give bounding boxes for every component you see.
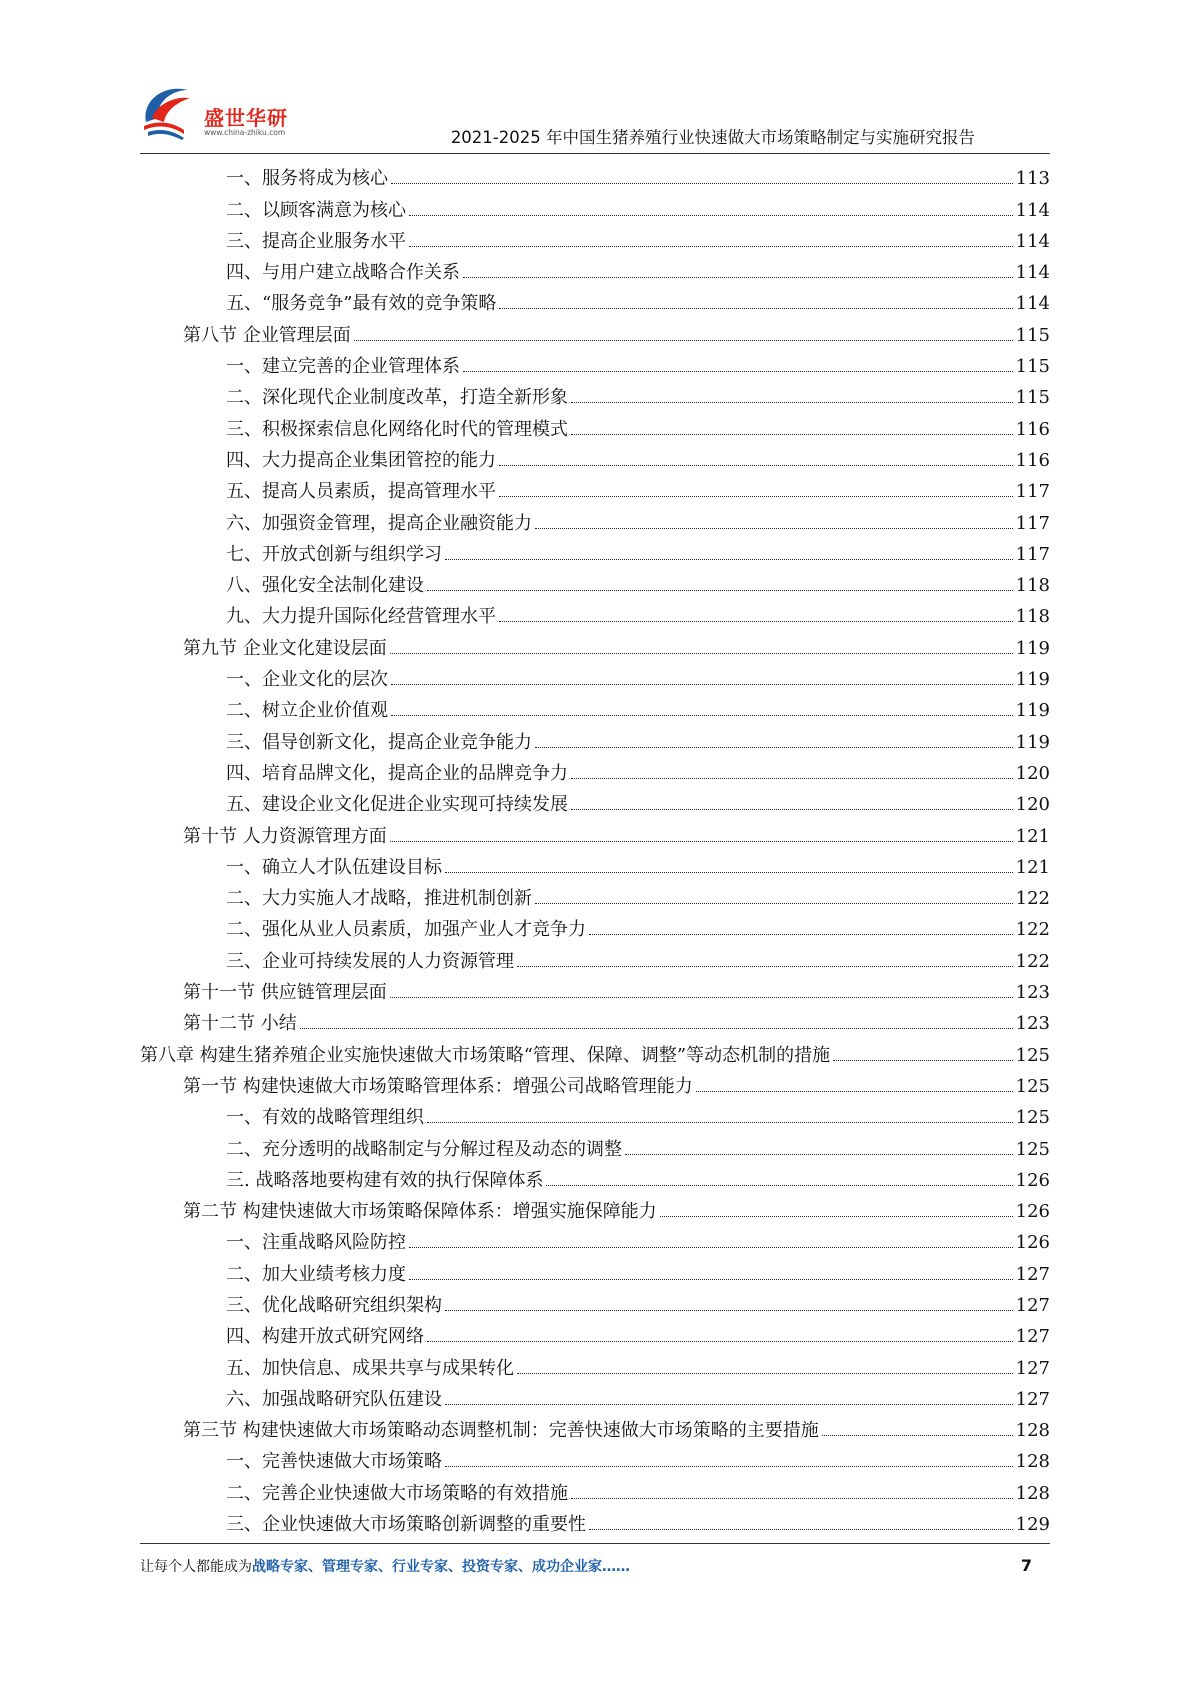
toc-dot-leader [535, 527, 1013, 529]
toc-entry-page: 127 [1015, 1294, 1050, 1316]
toc-dot-leader [390, 652, 1013, 654]
toc-entry-title: 四、培育品牌文化，提高企业的品牌竞争力 [226, 762, 568, 784]
toc-entry[interactable] [140, 1474, 1050, 1505]
toc-dot-leader [571, 777, 1013, 779]
toc-entry-page: 121 [1015, 856, 1050, 878]
toc-entry-title: 五、加快信息、成果共享与成果转化 [226, 1357, 514, 1379]
toc-entry-title: 第八章 构建生猪养殖企业实施快速做大市场策略“管理、保障、调整”等动态机制的措施 [140, 1044, 831, 1066]
toc-dot-leader [546, 1184, 1012, 1186]
toc-entry[interactable] [140, 1162, 1050, 1193]
toc-dot-leader [499, 620, 1013, 622]
page-header [0, 0, 1191, 160]
toc-entry-page: 125 [1015, 1075, 1050, 1097]
toc-entry-page: 125 [1015, 1044, 1050, 1066]
toc-dot-leader [409, 245, 1013, 247]
toc-entry-title: 四、大力提高企业集团管控的能力 [226, 449, 496, 471]
toc-entry-page: 115 [1015, 387, 1050, 409]
toc-dot-leader [833, 1059, 1013, 1061]
toc-entry[interactable] [140, 223, 1050, 254]
toc-entry[interactable] [140, 849, 1050, 880]
toc-dot-leader [463, 276, 1013, 278]
toc-entry-page: 123 [1015, 982, 1050, 1004]
toc-entry-title: 二、完善企业快速做大市场策略的有效措施 [226, 1482, 568, 1504]
toc-entry[interactable] [140, 661, 1050, 692]
toc-entry[interactable] [140, 536, 1050, 567]
toc-entry[interactable] [140, 410, 1050, 441]
toc-entry-page: 117 [1015, 512, 1050, 534]
toc-entry[interactable] [140, 1224, 1050, 1255]
toc-entry-page: 118 [1015, 606, 1050, 628]
toc-dot-leader [300, 1027, 1013, 1029]
toc-dot-leader [625, 1153, 1013, 1155]
toc-entry-page: 115 [1015, 324, 1050, 346]
toc-entry[interactable] [140, 1099, 1050, 1130]
toc-dot-leader [391, 182, 1013, 184]
toc-entry-page: 114 [1015, 293, 1050, 315]
toc-entry-title: 三、企业快速做大市场策略创新调整的重要性 [226, 1514, 586, 1536]
toc-dot-leader [571, 1497, 1013, 1499]
toc-entry-page: 127 [1015, 1326, 1050, 1348]
toc-dot-leader [409, 214, 1013, 216]
toc-entry[interactable] [140, 880, 1050, 911]
toc-entry-page: 123 [1015, 1013, 1050, 1035]
toc-entry[interactable] [140, 1443, 1050, 1474]
toc-entry-title: 一、有效的战略管理组织 [226, 1107, 424, 1129]
toc-entry-title: 五、提高人员素质，提高管理水平 [226, 481, 496, 503]
logo-text: 盛世华研 [204, 106, 288, 130]
toc-entry-title: 二、树立企业价值观 [226, 700, 388, 722]
toc-entry-title: 五、“服务竞争”最有效的竞争策略 [226, 293, 497, 315]
toc-dot-leader [427, 589, 1013, 591]
toc-entry-title: 第九节 企业文化建设层面 [183, 637, 387, 659]
toc-entry[interactable] [140, 316, 1050, 347]
toc-entry[interactable] [140, 254, 1050, 285]
page-number: 7 [1020, 1556, 1032, 1575]
toc-entry-title: 第三节 构建快速做大市场策略动态调整机制：完善快速做大市场策略的主要措施 [183, 1420, 819, 1442]
toc-dot-leader [589, 1528, 1013, 1530]
toc-entry[interactable] [140, 755, 1050, 786]
toc-entry-page: 126 [1015, 1169, 1050, 1191]
toc-entry-page: 117 [1015, 543, 1050, 565]
toc-entry-page: 118 [1015, 575, 1050, 597]
toc-entry-title: 九、大力提升国际化经营管理水平 [226, 606, 496, 628]
toc-entry[interactable] [140, 1318, 1050, 1349]
toc-dot-leader [391, 714, 1013, 716]
toc-entry[interactable] [140, 285, 1050, 316]
toc-entry-title: 一、服务将成为核心 [226, 168, 388, 190]
logo-url: www.china-zhiku.com [204, 128, 286, 137]
toc-entry-title: 三、积极探索信息化网络化时代的管理模式 [226, 418, 568, 440]
toc-dot-leader [571, 401, 1013, 403]
toc-dot-leader [427, 1121, 1013, 1123]
toc-dot-leader [499, 307, 1012, 309]
toc-dot-leader [589, 933, 1013, 935]
toc-entry-title: 一、建立完善的企业管理体系 [226, 356, 460, 378]
toc-entry[interactable] [140, 942, 1050, 973]
toc-entry-title: 二、强化从业人员素质，加强产业人才竞争力 [226, 919, 586, 941]
toc-entry-page: 126 [1015, 1201, 1050, 1223]
footer-slogan-prefix: 让每个人都能成为 [140, 1559, 252, 1575]
toc-dot-leader [445, 558, 1013, 560]
toc-entry-title: 一、确立人才队伍建设目标 [226, 856, 442, 878]
toc-entry[interactable] [140, 598, 1050, 629]
toc-entry[interactable] [140, 567, 1050, 598]
footer-slogan-roles: 战略专家、管理专家、行业专家、投资专家、成功企业家…… [252, 1559, 630, 1575]
toc-dot-leader [445, 1465, 1013, 1467]
toc-entry-title: 三. 战略落地要构建有效的执行保障体系 [226, 1169, 544, 1191]
toc-entry[interactable] [140, 723, 1050, 754]
toc-entry-page: 129 [1015, 1514, 1050, 1536]
toc-entry-title: 三、倡导创新文化，提高企业竞争能力 [226, 731, 532, 753]
toc-entry-title: 二、大力实施人才战略，推进机制创新 [226, 888, 532, 910]
toc-entry-page: 122 [1015, 950, 1050, 972]
toc-entry-page: 122 [1015, 919, 1050, 941]
toc-entry-page: 114 [1015, 262, 1050, 284]
toc-entry[interactable] [140, 1255, 1050, 1286]
toc-entry-page: 116 [1015, 418, 1050, 440]
toc-dot-leader [427, 1340, 1013, 1342]
toc-entry[interactable] [140, 1506, 1050, 1537]
toc-entry-title: 二、深化现代企业制度改革，打造全新形象 [226, 387, 568, 409]
toc-dot-leader [409, 1246, 1013, 1248]
toc-entry-title: 六、加强战略研究队伍建设 [226, 1388, 442, 1410]
toc-dot-leader [390, 996, 1013, 998]
toc-entry[interactable] [140, 1193, 1050, 1224]
toc-dot-leader [390, 840, 1013, 842]
toc-entry-page: 119 [1015, 731, 1050, 753]
toc-entry[interactable] [140, 191, 1050, 222]
toc-entry[interactable] [140, 692, 1050, 723]
company-logo [138, 82, 318, 144]
toc-dot-leader [535, 746, 1013, 748]
toc-dot-leader [822, 1434, 1013, 1436]
toc-dot-leader [354, 339, 1013, 341]
toc-entry-page: 125 [1015, 1138, 1050, 1160]
table-of-contents [140, 160, 1050, 1537]
toc-entry[interactable] [140, 974, 1050, 1005]
toc-entry[interactable] [140, 629, 1050, 660]
toc-entry-title: 二、充分透明的战略制定与分解过程及动态的调整 [226, 1138, 622, 1160]
toc-entry-page: 113 [1015, 168, 1050, 190]
toc-entry-page: 126 [1015, 1232, 1050, 1254]
toc-dot-leader [517, 965, 1013, 967]
toc-dot-leader [499, 495, 1013, 497]
toc-entry[interactable] [140, 1412, 1050, 1443]
toc-entry[interactable] [140, 817, 1050, 848]
header-divider [140, 153, 1050, 154]
toc-entry[interactable] [140, 160, 1050, 191]
toc-entry-title: 五、建设企业文化促进企业实现可持续发展 [226, 794, 568, 816]
toc-entry-title: 二、以顾客满意为核心 [226, 199, 406, 221]
toc-entry[interactable] [140, 1381, 1050, 1412]
toc-entry-page: 114 [1015, 230, 1050, 252]
toc-entry[interactable] [140, 1287, 1050, 1318]
page-footer [140, 1556, 1050, 1580]
toc-entry-page: 117 [1015, 481, 1050, 503]
toc-entry-title: 六、加强资金管理，提高企业融资能力 [226, 512, 532, 534]
toc-entry-page: 127 [1015, 1388, 1050, 1410]
toc-entry-page: 114 [1015, 199, 1050, 221]
toc-entry-page: 122 [1015, 888, 1050, 910]
toc-dot-leader [445, 1309, 1013, 1311]
toc-entry[interactable] [140, 442, 1050, 473]
toc-entry[interactable] [140, 473, 1050, 504]
toc-entry-page: 116 [1015, 449, 1050, 471]
toc-entry-title: 四、构建开放式研究网络 [226, 1326, 424, 1348]
toc-entry-title: 四、与用户建立战略合作关系 [226, 262, 460, 284]
toc-entry[interactable] [140, 1068, 1050, 1099]
toc-entry[interactable] [140, 1130, 1050, 1161]
toc-entry-title: 七、开放式创新与组织学习 [226, 543, 442, 565]
toc-entry-title: 一、企业文化的层次 [226, 669, 388, 691]
toc-entry-page: 128 [1015, 1420, 1050, 1442]
toc-entry[interactable] [140, 1036, 1050, 1067]
toc-entry-title: 第十节 人力资源管理方面 [183, 825, 387, 847]
toc-entry-title: 八、强化安全法制化建设 [226, 575, 424, 597]
toc-entry-title: 二、加大业绩考核力度 [226, 1263, 406, 1285]
toc-entry-title: 三、提高企业服务水平 [226, 230, 406, 252]
toc-dot-leader [660, 1215, 1013, 1217]
toc-entry[interactable] [140, 379, 1050, 410]
toc-dot-leader [571, 433, 1013, 435]
toc-dot-leader [445, 871, 1013, 873]
toc-entry-title: 三、优化战略研究组织架构 [226, 1294, 442, 1316]
toc-dot-leader [463, 370, 1013, 372]
toc-entry-title: 一、注重战略风险防控 [226, 1232, 406, 1254]
toc-dot-leader [571, 808, 1013, 810]
footer-divider [140, 1543, 1050, 1544]
toc-entry-title: 第八节 企业管理层面 [183, 324, 351, 346]
toc-entry-page: 128 [1015, 1482, 1050, 1504]
toc-dot-leader [535, 902, 1013, 904]
toc-entry[interactable] [140, 911, 1050, 942]
toc-entry-page: 119 [1015, 637, 1050, 659]
toc-entry-title: 第十二节 小结 [183, 1013, 297, 1035]
toc-entry[interactable] [140, 786, 1050, 817]
toc-entry-title: 第二节 构建快速做大市场策略保障体系：增强实施保障能力 [183, 1201, 657, 1223]
document-title: 2021-2025 年中国生猪养殖行业快速做大市场策略制定与实施研究报告 [450, 128, 975, 147]
toc-entry-page: 119 [1015, 669, 1050, 691]
toc-entry-title: 一、完善快速做大市场策略 [226, 1451, 442, 1473]
toc-entry-page: 120 [1015, 794, 1050, 816]
toc-entry-title: 第一节 构建快速做大市场策略管理体系：增强公司战略管理能力 [183, 1075, 693, 1097]
logo-emblem-icon [138, 82, 202, 144]
toc-entry-page: 121 [1015, 825, 1050, 847]
toc-entry-page: 119 [1015, 700, 1050, 722]
toc-dot-leader [445, 1403, 1013, 1405]
toc-entry[interactable] [140, 1349, 1050, 1380]
toc-entry[interactable] [140, 1005, 1050, 1036]
toc-entry[interactable] [140, 348, 1050, 379]
toc-entry-page: 127 [1015, 1357, 1050, 1379]
toc-entry-page: 127 [1015, 1263, 1050, 1285]
toc-entry-page: 120 [1015, 762, 1050, 784]
toc-entry[interactable] [140, 504, 1050, 535]
toc-dot-leader [391, 683, 1013, 685]
toc-entry-page: 128 [1015, 1451, 1050, 1473]
toc-entry-title: 三、企业可持续发展的人力资源管理 [226, 950, 514, 972]
toc-entry-title: 第十一节 供应链管理层面 [183, 982, 387, 1004]
toc-dot-leader [517, 1372, 1013, 1374]
toc-entry-page: 125 [1015, 1107, 1050, 1129]
toc-dot-leader [696, 1090, 1013, 1092]
toc-dot-leader [409, 1278, 1013, 1280]
toc-entry-page: 115 [1015, 356, 1050, 378]
toc-dot-leader [499, 464, 1013, 466]
